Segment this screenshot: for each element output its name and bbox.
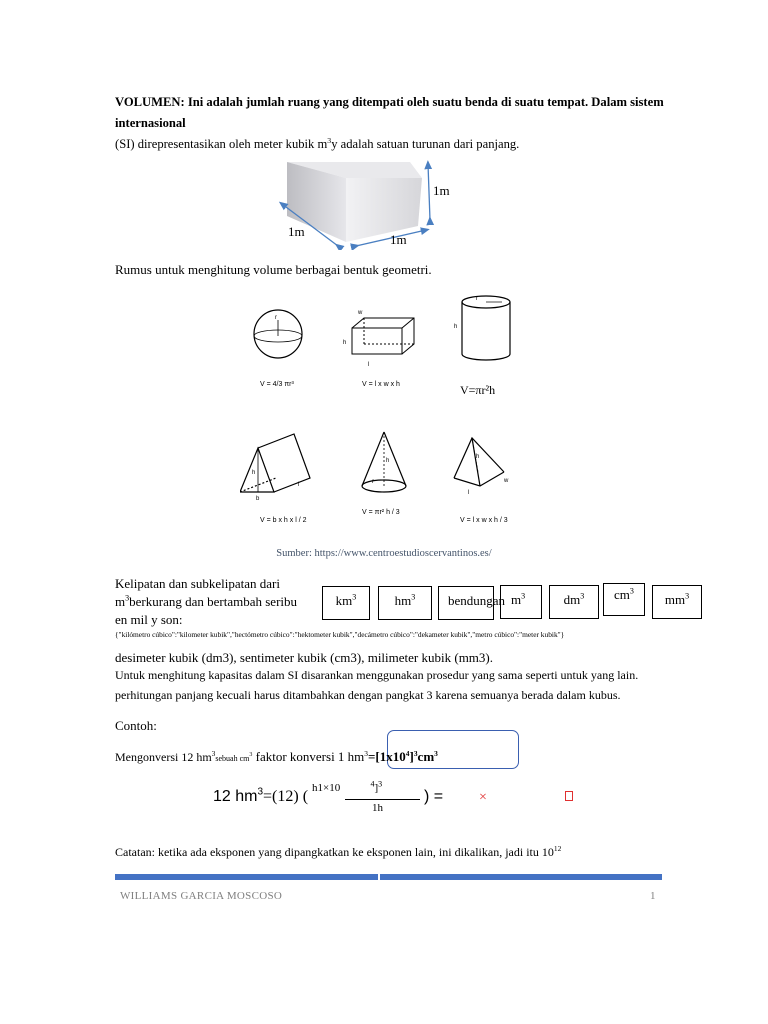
- formula-right: ) =: [424, 788, 444, 805]
- formula-sup: 3: [257, 786, 264, 798]
- cube-label-height: 1m: [433, 183, 450, 198]
- pyramid-label-l: l: [468, 490, 470, 496]
- box-label-l: l: [368, 362, 370, 368]
- note-sup: 12: [553, 844, 562, 853]
- pyramid-shape: [454, 438, 504, 486]
- cylinder-formula: V=πr²h: [460, 383, 496, 397]
- unit-m: m: [511, 592, 522, 607]
- footer-bar-left: [115, 874, 378, 880]
- example-line: [115, 749, 438, 765]
- pyramid-label-h: h: [476, 454, 480, 460]
- intro-line2a: (SI) direpresentasikan oleh meter kubik m: [115, 137, 328, 151]
- formulas-intro: Rumus untuk menghitung volume berbagai bentuk geometri.: [115, 262, 432, 277]
- cone-formula: V = πr² h / 3: [362, 509, 400, 516]
- height-arrow: [428, 164, 430, 220]
- intro-line2-sup: 3: [327, 135, 332, 145]
- unit-mm: mm: [664, 592, 686, 607]
- marker-x-icon: ×: [479, 790, 487, 805]
- unit-dm: dm: [563, 592, 581, 607]
- source-caption: Sumber: https://www.centroestudioscervantinos.es/: [276, 548, 492, 559]
- marker-square-icon: [565, 791, 573, 801]
- fraction-bar: [345, 799, 420, 800]
- example-small: sebuah cm: [215, 754, 250, 763]
- multiples-line2a: m: [115, 594, 126, 609]
- formula-left: [213, 788, 308, 806]
- unit-box-cm: [603, 583, 645, 616]
- box-shape: [352, 318, 414, 354]
- example-b: faktor konversi 1 hm: [252, 749, 365, 764]
- formula-num: h1×10: [312, 782, 341, 794]
- formula-numerator: [312, 779, 383, 794]
- cone-shape: [362, 432, 406, 492]
- units-json-note: {"kilómetro cúbico":"kilometer kubik","hectómetro cúbico":"hektometer kubik","decámetro cúbico":"dekameter kubik","metro cúbico":"meter kubik"}: [115, 630, 565, 639]
- multiples-line2-sup: 3: [125, 593, 130, 603]
- unit-mm-sup: 3: [685, 591, 690, 601]
- body-line3: perhitungan panjang kecuali harus ditambahkan dengan pangkat 3 karena semuanya berada dalam kubus.: [115, 688, 621, 702]
- cube-label-depth: 1m: [288, 224, 305, 239]
- footer-author: WILLIAMS GARCIA MOSCOSO: [120, 890, 283, 902]
- formula-denominator: 1h: [372, 802, 383, 814]
- example-c-sup: 4: [405, 749, 410, 758]
- example-a: Mengonversi 12 hm: [115, 750, 212, 764]
- box-label-h: h: [343, 340, 347, 346]
- unit-hm: hm: [394, 593, 412, 608]
- prism-label-h: h: [252, 470, 256, 476]
- prism-label-b: b: [256, 496, 260, 502]
- unit-box-dam: [438, 586, 506, 620]
- example-e-sup: 3: [434, 749, 438, 758]
- unit-m-sup: 3: [521, 591, 526, 601]
- prism-formula: V = b x h x l / 2: [260, 517, 307, 524]
- unit-km: km: [335, 593, 353, 608]
- formula-mid: =(12) (: [263, 788, 309, 805]
- unit-box-km: [322, 586, 370, 620]
- cylinder-shape: [462, 296, 510, 360]
- intro-paragraph: [115, 92, 725, 155]
- formula-num-b: ]: [374, 782, 379, 794]
- unit-hm-sup: 3: [411, 592, 416, 602]
- unit-box-dm: [549, 585, 599, 619]
- intro-line2b: y adalah satuan turunan dari panjang.: [331, 137, 520, 151]
- unit-box-mm: [652, 585, 702, 619]
- cylinder-label-r: r: [476, 296, 478, 302]
- note-text: Catatan: ketika ada eksponen yang dipangkatkan ke eksponen lain, ini dikalikan, jadi itu 10: [115, 845, 554, 859]
- example-c: =[1x10: [368, 749, 406, 764]
- unit-km-sup: 3: [352, 592, 357, 602]
- example-a-sup: 3: [211, 749, 216, 758]
- multiples-line2b: berkurang dan bertambah seribu: [129, 594, 298, 609]
- sphere-shape: [254, 310, 302, 358]
- multiples-text: [115, 575, 330, 629]
- pyramid-label-w: w: [504, 478, 509, 484]
- unit-box-hm: [378, 586, 432, 620]
- footer-bar-right: [380, 874, 662, 880]
- box-label-w: w: [358, 310, 363, 316]
- formula-num-sup: 4: [370, 779, 375, 789]
- example-d-sup: 3: [413, 749, 418, 758]
- example-d: ]: [409, 749, 414, 764]
- cube-side: [346, 178, 422, 242]
- sphere-label-r: r: [275, 315, 277, 321]
- page-number: 1: [650, 890, 656, 902]
- unit-dam: bendungan: [448, 593, 506, 608]
- box-formula: V = l x w x h: [362, 381, 400, 388]
- formula-12hm: 12 hm: [213, 788, 258, 805]
- example-heading: Contoh:: [115, 718, 157, 733]
- body-line2: Untuk menghitung kapasitas dalam SI disarankan menggunakan prosedur yang sama seperti untuk yang lain.: [115, 668, 639, 682]
- body-line1: desimeter kubik (dm3), sentimeter kubik (cm3), milimeter kubik (mm3).: [115, 650, 493, 665]
- multiples-line1: Kelipatan dan subkelipatan dari: [115, 576, 280, 591]
- unit-dm-sup: 3: [580, 591, 585, 601]
- example-b-sup: 3: [364, 749, 369, 758]
- cube-label-width: 1m: [390, 232, 407, 247]
- prism-shape: [240, 434, 310, 492]
- shapes-figure: [240, 290, 530, 540]
- formula-num-sup2: 3: [378, 779, 383, 789]
- multiples-line3: en mil y son:: [115, 612, 183, 627]
- cone-label-r: r: [372, 479, 374, 485]
- cylinder-label-h: h: [454, 324, 458, 330]
- intro-line1: Ini adalah jumlah ruang yang ditempati oleh suatu benda di suatu tempat. Dalam sistem internasional: [115, 95, 664, 130]
- sphere-formula: V = 4/3 πr³: [260, 381, 294, 388]
- unit-cm-sup: 3: [629, 586, 634, 596]
- note: [115, 845, 561, 860]
- pyramid-formula: V = l x w x h / 3: [460, 517, 508, 524]
- prism-label-l: l: [298, 482, 300, 488]
- example-e: cm: [417, 749, 435, 764]
- intro-heading: VOLUMEN:: [115, 95, 185, 109]
- unit-cm: cm: [614, 587, 630, 602]
- unit-box-m: [500, 585, 542, 619]
- cone-label-h: h: [386, 458, 390, 464]
- example-small-sup: 3: [249, 752, 253, 758]
